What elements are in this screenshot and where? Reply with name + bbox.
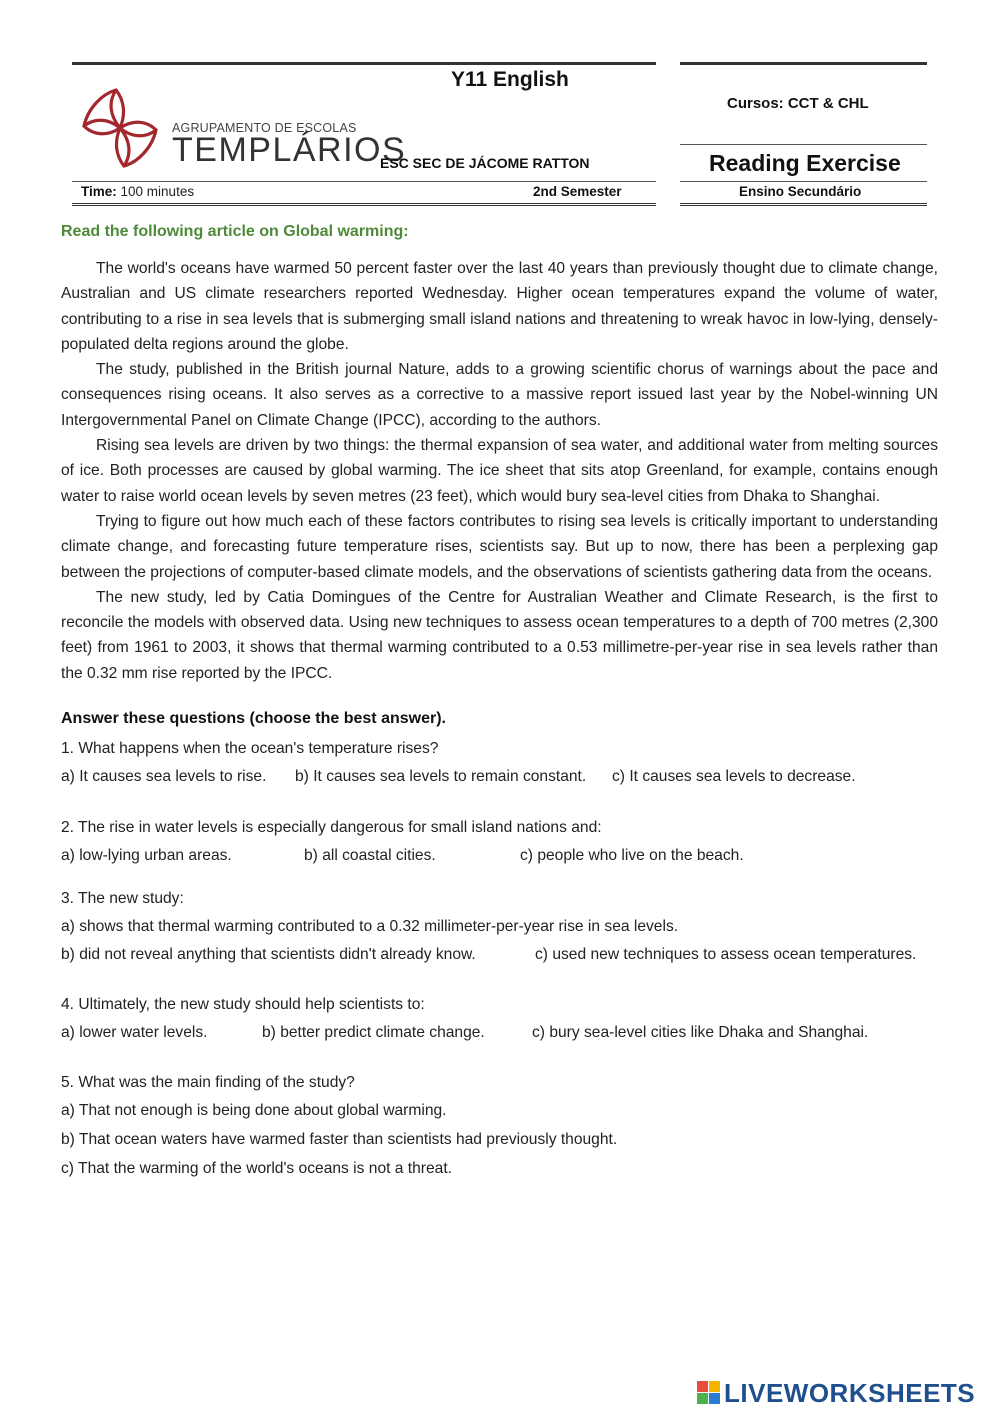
article-paragraph: Rising sea levels are driven by two things: the thermal expansion of sea water, and additional water from melting sources of ice. Both processes are caused by global warming. The ice sheet that sits atop Greenland, for example, contains enough water to raise world ocean levels by seven metres (23 feet), which would bury sea-level cities from Dhaka to Shanghai. bbox=[61, 437, 938, 505]
article-body bbox=[61, 256, 938, 686]
header-top-rule-left bbox=[72, 62, 656, 65]
question-4-text: 4. Ultimately, the new study should help scientists to: bbox=[61, 996, 425, 1013]
header-mid-rule-right-2 bbox=[680, 181, 927, 182]
school-name: ESC SEC DE JÁCOME RATTON bbox=[380, 155, 590, 171]
question-4-option-b[interactable]: b) better predict climate change. bbox=[262, 1024, 485, 1041]
question-1-option-a[interactable]: a) It causes sea levels to rise. bbox=[61, 768, 267, 785]
article-paragraph: The new study, led by Catia Domingues of the Centre for Australian Weather and Climate Research, is the first to reconcile the models with observed data. Using new techniques to assess ocean temperatures to a depth of 700 metres (2,300 feet) from 1961 to 2003, it shows that thermal warming contributed to a 0.53 millimetre-per-year rise in sea levels rather than the 0.32 mm rise reported by the IPCC. bbox=[61, 588, 938, 682]
questions-heading: Answer these questions (choose the best answer). bbox=[61, 710, 446, 727]
question-2-text: 2. The rise in water levels is especially dangerous for small island nations and: bbox=[61, 819, 602, 836]
question-3-option-c[interactable]: c) used new techniques to assess ocean temperatures. bbox=[535, 946, 917, 963]
question-4-option-c[interactable]: c) bury sea-level cities like Dhaka and Shanghai. bbox=[532, 1024, 869, 1041]
logo-small-text: AGRUPAMENTO DE ESCOLAS bbox=[172, 121, 357, 135]
question-5-option-a[interactable]: a) That not enough is being done about global warming. bbox=[61, 1102, 447, 1119]
question-1-option-c[interactable]: c) It causes sea levels to decrease. bbox=[612, 768, 856, 785]
question-3-option-b[interactable]: b) did not reveal anything that scientists didn't already know. bbox=[61, 946, 476, 963]
question-5-text: 5. What was the main finding of the study? bbox=[61, 1074, 355, 1091]
header-top-rule-right bbox=[680, 62, 927, 65]
liveworksheets-logo-icon bbox=[697, 1381, 721, 1405]
question-3-option-a[interactable]: a) shows that thermal warming contributed to a 0.32 millimeter-per-year rise in sea levels. bbox=[61, 918, 679, 935]
page-title: Y11 English bbox=[451, 68, 569, 91]
header-mid-rule-left bbox=[72, 181, 656, 182]
article-intro: Read the following article on Global warming: bbox=[61, 223, 409, 240]
question-5-option-c[interactable]: c) That the warming of the world's oceans is not a threat. bbox=[61, 1160, 452, 1177]
article-paragraph: Trying to figure out how much each of these factors contributes to rising sea levels is critically important to understanding climate change, and forecasting future temperature rises, scientists say. But up to now, there has been a perplexing gap between the projections of computer-based climate models, and the observations of scientists gathering data from the oceans. bbox=[61, 512, 938, 581]
article-paragraph: The world's oceans have warmed 50 percent faster over the last 40 years than previously thought due to climate change, Australian and US climate researchers reported Wednesday. Higher ocean temperatures expand the volume of water, contributing to a rise in sea levels that is submerging small island nations and threatening to wreak havoc in low-lying, densely-populated delta regions around the globe. bbox=[61, 260, 938, 353]
logo-big-text: TEMPLÁRIOS bbox=[172, 131, 407, 169]
time-info bbox=[81, 184, 194, 199]
question-1-text: 1. What happens when the ocean's temperature rises? bbox=[61, 740, 439, 757]
courses-label: Cursos: CCT & CHL bbox=[727, 95, 869, 112]
header-bottom-rule-right bbox=[680, 203, 927, 206]
question-1-option-b[interactable]: b) It causes sea levels to remain constant. bbox=[295, 768, 587, 785]
question-5-option-b[interactable]: b) That ocean waters have warmed faster than scientists had previously thought. bbox=[61, 1131, 618, 1148]
question-2-option-a[interactable]: a) low-lying urban areas. bbox=[61, 847, 232, 864]
semester-label: 2nd Semester bbox=[533, 184, 622, 199]
time-label: Time: bbox=[81, 184, 117, 199]
school-logo-icon bbox=[80, 86, 160, 170]
question-4-option-a[interactable]: a) lower water levels. bbox=[61, 1024, 208, 1041]
time-value: 100 minutes bbox=[120, 184, 195, 199]
question-2-option-c[interactable]: c) people who live on the beach. bbox=[520, 847, 744, 864]
header-bottom-rule-left bbox=[72, 203, 656, 206]
brand-text: LIVEWORKSHEETS bbox=[724, 1377, 976, 1408]
question-2-option-b[interactable]: b) all coastal cities. bbox=[304, 847, 436, 864]
header-mid-rule-right bbox=[680, 144, 927, 145]
exercise-title: Reading Exercise bbox=[709, 150, 901, 176]
question-3-text: 3. The new study: bbox=[61, 890, 184, 907]
liveworksheets-brand bbox=[697, 1378, 975, 1408]
level-label: Ensino Secundário bbox=[739, 184, 862, 199]
article-paragraph: The study, published in the British journal Nature, adds to a growing scientific chorus of warnings about the pace and consequences rising oceans. It also serves as a corrective to a massive report issued last year by the Nobel-winning UN Intergovernmental Panel on Climate Change (IPCC), according to the authors. bbox=[61, 361, 938, 429]
